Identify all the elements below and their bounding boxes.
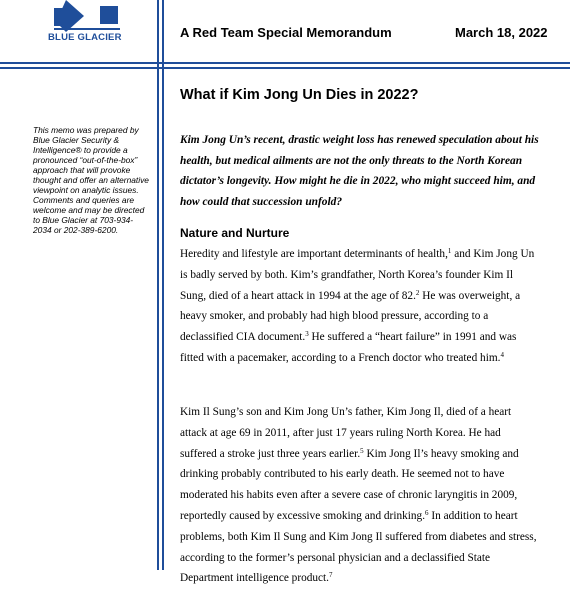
header-rule-bottom xyxy=(0,67,570,69)
left-border-rule-inner xyxy=(162,0,164,570)
brand-name: BLUE GLACIER xyxy=(48,32,122,43)
body-paragraph-1 xyxy=(180,244,540,369)
footnote-ref[interactable]: 7 xyxy=(329,571,333,580)
lede-paragraph: Kim Jong Un’s recent, drastic weight loss has renewed speculation about his health, but medical ailments are not the only threats to the North Korean dictator’s longevity. How might he die in 2022, who might succeed him, and how could that succession unfold? xyxy=(180,134,539,208)
text-run: He was overweight, a heavy smoker, and probably had high blood pressure, according to a declassified CIA document. xyxy=(180,289,521,344)
text-run: Kim Il Sung’s son and Kim Jong Un’s father, Kim Jong Il, died of a heart attack at age 69 in 2011, after just 17 years ruling North Korea. He had suffered a stroke just three years earlier. xyxy=(180,406,512,460)
memo-date: March 18, 2022 xyxy=(455,25,548,40)
text-run: In addition to heart problems, both Kim Il Sung and Kim Jong Il suffered from diabetes and stress, according to the former’s personal physician and a declassified State Department intelligence product. xyxy=(180,509,537,585)
footnote-ref[interactable]: 3 xyxy=(305,330,309,339)
memo-title: What if Kim Jong Un Dies in 2022? xyxy=(180,87,419,103)
text-run: and Kim Jong Un is badly served by both. Kim’s grandfather, North Korea’s founder Kim Il Sung, died of a heart attack in 1994 at the age of 82. xyxy=(180,248,535,302)
footnote-ref[interactable]: 6 xyxy=(425,508,429,517)
section-heading: Nature and Nurture xyxy=(180,226,290,240)
text-run: Heredity and lifestyle are important determinants of health, xyxy=(180,248,448,260)
memo-type-title: A Red Team Special Memorandum xyxy=(180,25,392,40)
text-run: Kim Jong Il’s heavy smoking and drinking probably contributed to his early death. He seemed not to have moderated his habits even after a severe case of chronic laryngitis in 2009, reportedly caused by excessive smoking and drinking. xyxy=(180,447,519,522)
text-run: He suffered a “heart failure” in 1991 and was fitted with a pacemaker, according to a French doctor who treated him. xyxy=(180,331,517,364)
footnote-ref[interactable]: 4 xyxy=(500,350,504,359)
left-border-rule-outer xyxy=(157,0,159,570)
footnote-ref[interactable]: 5 xyxy=(360,446,364,455)
footnote-ref[interactable]: 1 xyxy=(447,247,452,255)
sidebar-note: This memo was prepared by Blue Glacier Security & Intelligence® to provide a pronounced “out-of-the-box” approach that will provoke thought and offer an alternative viewpoint on analytic issues. Comments and queries are welcome and may be directed to Blue Glacier at 703-934-2034 or 202-389-6200. xyxy=(33,125,149,235)
body-paragraph-2 xyxy=(180,402,540,589)
footnote-ref[interactable]: 2 xyxy=(415,288,420,297)
header-rule-top xyxy=(0,62,570,64)
